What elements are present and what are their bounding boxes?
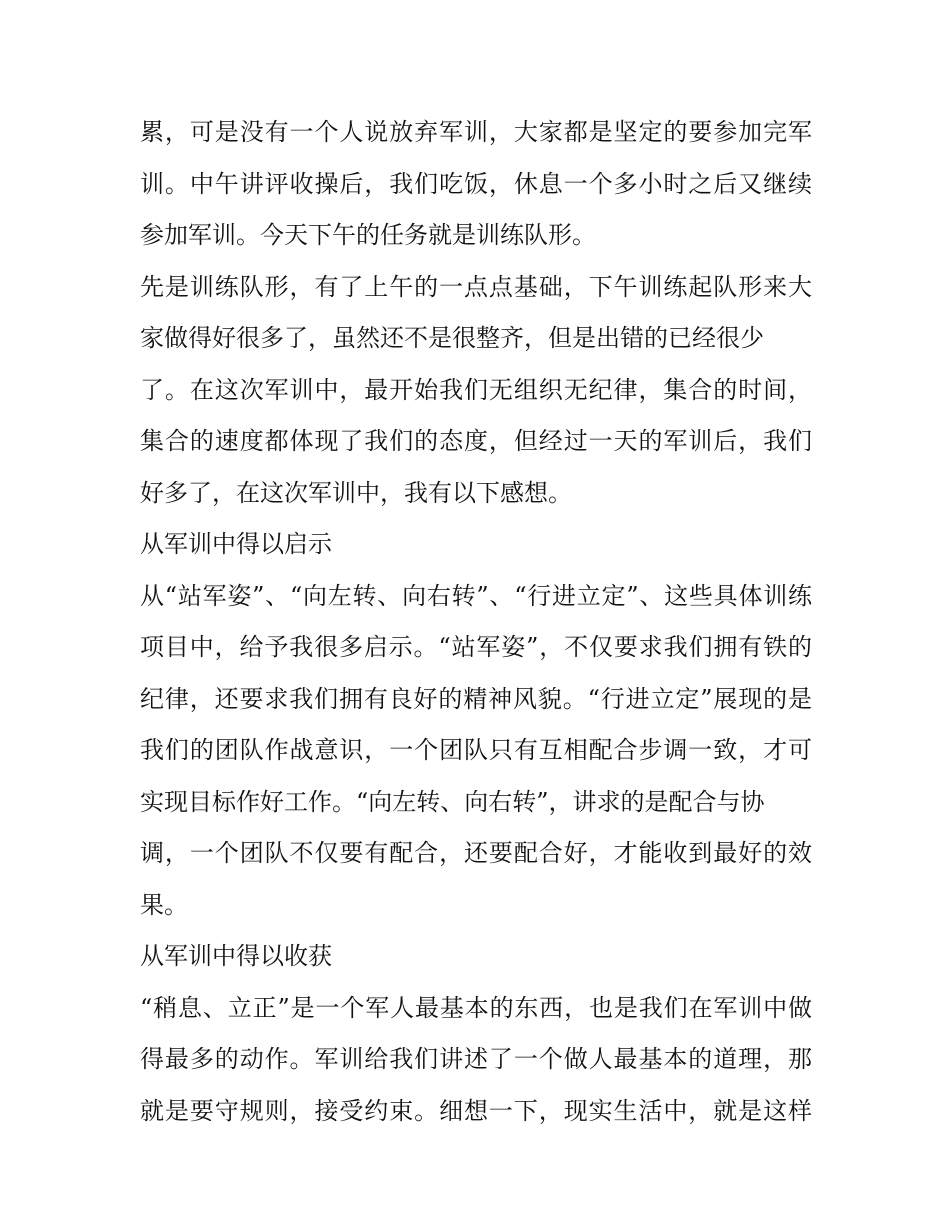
text-line: 从“站军姿”、“向左转、向右转”、“行进立定”、这些具体训练 xyxy=(140,581,812,610)
text-line: 纪律，还要求我们拥有良好的精神风貌。“行进立定”展现的是 xyxy=(140,684,812,713)
text-line: 训。中午讲评收操后，我们吃饭，休息一个多小时之后又继续 xyxy=(140,169,812,198)
text-line: 项目中，给予我很多启示。“站军姿”，不仅要求我们拥有铁的 xyxy=(140,633,812,661)
text-line: 果。 xyxy=(140,890,188,919)
body-text xyxy=(140,107,812,1137)
section-heading: 从军训中得以收获 xyxy=(140,942,332,970)
text-line: 调，一个团队不仅要有配合，还要配合好，才能收到最好的效 xyxy=(140,839,812,867)
text-line: 好多了，在这次军训中，我有以下感想。 xyxy=(140,478,572,507)
text-line: 实现目标作好工作。“向左转、向右转”，讲求的是配合与协 xyxy=(140,787,765,816)
text-line: 参加军训。今天下午的任务就是训练队形。 xyxy=(140,221,596,249)
text-line: 集合的速度都体现了我们的态度，但经过一天的军训后，我们 xyxy=(140,427,812,455)
text-line: 家做得好很多了，虽然还不是很整齐，但是出错的已经很少 xyxy=(140,324,764,352)
text-line: 得最多的动作。军训给我们讲述了一个做人最基本的道理，那 xyxy=(140,1045,812,1073)
text-line: 累，可是没有一个人说放弃军训，大家都是坚定的要参加完军 xyxy=(140,118,812,146)
text-line: “稍息、立正”是一个军人最基本的东西，也是我们在军训中做 xyxy=(140,993,812,1022)
text-line: 了。在这次军训中，最开始我们无组织无纪律，集合的时间， xyxy=(140,375,812,404)
text-line: 就是要守规则，接受约束。细想一下，现实生活中，就是这样 xyxy=(140,1096,812,1125)
text-line: 我们的团队作战意识，一个团队只有互相配合步调一致，才可 xyxy=(140,736,812,764)
text-line: 先是训练队形，有了上午的一点点基础，下午训练起队形来大 xyxy=(140,272,812,301)
section-heading: 从军训中得以启示 xyxy=(140,530,332,558)
